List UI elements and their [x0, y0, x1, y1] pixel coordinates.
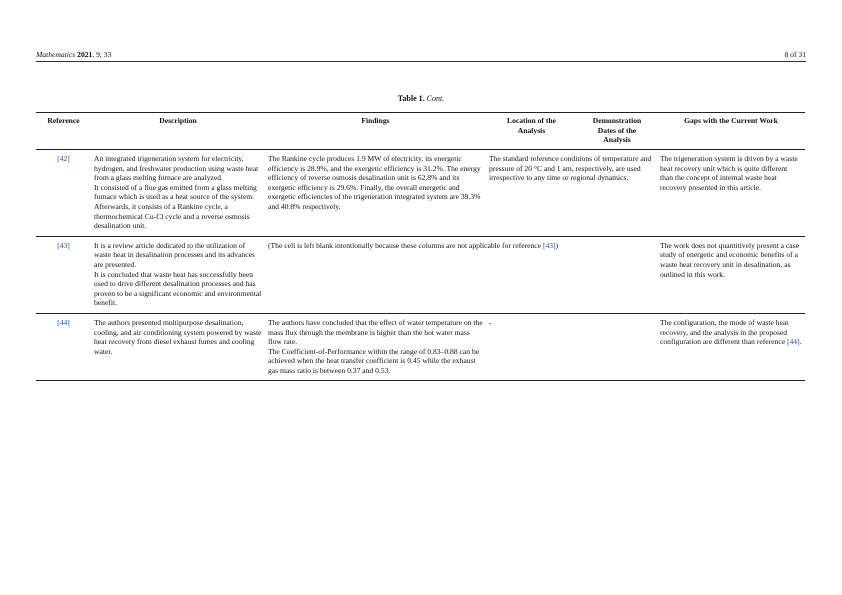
journal-year: 2021: [77, 50, 93, 59]
gaps-cell: The configuration, the mode of waste heat recovery, and the analysis in the proposed configuration are different than reference [44].: [660, 317, 802, 347]
table-caption: [0, 94, 842, 103]
header-description: Description: [159, 116, 197, 125]
header-rule: [36, 61, 806, 62]
description-cell: An integrated trigeneration system for electricity, hydrogen, and freshwater production using waste heat from a glass melting furnace are analyzed. It consisted of a flue gas emitted from a glass melting furnace which is used as a heat source of the system. Afterwards, it consists of a Rankine cycle, a thermochemical Cu-Cl cycle and a reverse osmosis desalination unit.: [94, 154, 259, 231]
description-cell: The authors presented multipurpose desalination, cooling, and air conditioning system powered by waste heat recovery from diesel exhaust fumes and cooling water.: [94, 317, 262, 356]
reference-link[interactable]: [44]: [786, 337, 800, 347]
location-demo-cell: -: [489, 317, 492, 327]
header-reference: Reference: [47, 116, 80, 125]
findings-cell: The Rankine cycle produces 1.9 MW of electricity, its energetic efficiency is 28.9%, and the exergetic efficiency is 31.2%. The energy efficiency of reverse osmosis desalination unit is 62.8% and its exergetic efficiency is 29.6%. Finally, the overall energetic and exergetic efficiencies of the trigeneration integrated system are 39.3% and 40.8% respectively.: [268, 154, 481, 211]
header-findings: Findings: [361, 116, 390, 125]
volume-issue: , 9, 33: [92, 50, 112, 59]
reference-link[interactable]: [43]: [57, 240, 70, 250]
table-bottom-rule: [36, 380, 805, 381]
table-label: Table 1.: [397, 94, 425, 103]
gaps-cell: The trigeneration system is driven by a waste heat recovery unit which is quite different than the concept of internal waste heat recovery presented in this article.: [660, 154, 798, 192]
table-header-row: [36, 113, 805, 149]
literature-table: [36, 112, 805, 381]
running-header: [36, 50, 111, 59]
reference-link[interactable]: [43]: [542, 240, 556, 250]
reference-link[interactable]: [42]: [57, 154, 70, 163]
page-number: 8 of 31: [784, 50, 806, 59]
header-location: Location of the Analysis: [507, 116, 556, 135]
journal-name: Mathematics: [36, 50, 76, 59]
gaps-cell: The work does not quantitively present a case study of energetic and economic benefits of a waste heat recovery unit in desalination, as outlined in this work.: [660, 240, 799, 279]
header-demonstration: Demonstration Dates of the Analysis: [592, 116, 642, 145]
table-row: [36, 314, 805, 381]
header-gaps: Gaps with the Current Work: [684, 116, 778, 125]
description-cell: It is a review article dedicated to the utilization of waste heat in desalination processes and its advances are presented. It is concluded that waste heat has successfully been used to drive different desalination processes and has proven to be a significant economic and environmental benefit.: [94, 240, 262, 308]
blank-note-cell: (The cell is left blank intentionally because these columns are not applicable for reference [43]): [268, 240, 559, 250]
reference-link[interactable]: [44]: [57, 317, 70, 327]
findings-cell: The authors have concluded that the effect of water temperature on the mass flux through the membrane is higher than the hot water mass flow rate. The Coefficient-of-Performance within the range of 0.83–0.88 can be achieved when the heat transfer coefficient is 0.45 while the exhaust gas mass ratio is between 0.37 and 0.53.: [268, 317, 483, 375]
table-continued: Cont.: [426, 94, 445, 103]
location-demo-cell: The standard reference conditions of temperature and pressure of 20 °C and 1 am, respectively, are used irrespective to any time or regional dynamics.: [489, 154, 652, 183]
table-row: [36, 237, 805, 313]
table-row: [36, 150, 805, 236]
